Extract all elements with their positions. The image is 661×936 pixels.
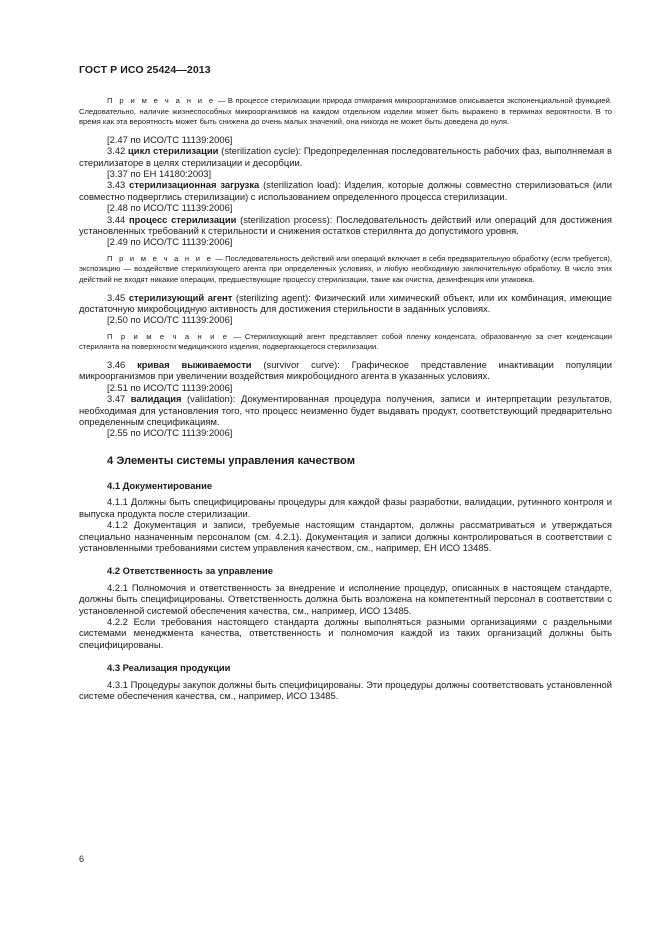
paragraph-4-3-1: 4.3.1 Процедуры закупок должны быть специфицированы. Эти процедуры должны соответствовать установленной системе обеспечения качества, см., например, ИСО 13485.: [79, 678, 612, 701]
term-name: стерилизационная загрузка: [129, 179, 260, 191]
term-3-42: [79, 145, 612, 168]
term-definition: (sterilization cycle): Предопределенная последовательность рабочих фаз, выполняемая в стерилизаторе в целях стерилизации и десорбции.: [79, 145, 612, 168]
reference: [2.51 по ИСО/ТС 11139:2006]: [107, 381, 233, 393]
term-name: процесс стерилизации: [128, 213, 237, 225]
reference: [2.49 по ИСО/ТС 11139:2006]: [107, 236, 233, 248]
term-number: 3.45: [107, 291, 129, 303]
section-4-heading: 4 Элементы системы управления качеством: [107, 454, 355, 467]
note-sterilization-process: [79, 254, 612, 286]
term-definition: (sterilization load): Изделия, которые должны совместно стерилизоваться (или совместно подверглись стерилизации) с использованием определенного процесса стерилизации.: [79, 179, 612, 202]
page-number: 6: [79, 854, 85, 864]
note-label: П р и м е ч а н и е: [107, 253, 214, 263]
term-name: валидация: [130, 393, 182, 405]
term-definition: (validation): Документированная процедура получения, записи и интерпретации результатов, необходимая для установления того, что процесс неизменно будет выдавать продукт, соответствующий предварительно определенным спецификациям.: [79, 393, 612, 428]
note-text: — Стерилизующий агент представляет собой пленку конденсата, образованную за счет конденсации стерилянта на поверхности медицинского изделия, подвергающегося стерилизации.: [79, 331, 612, 352]
term-name: стерилизующий агент: [128, 291, 233, 303]
term-3-46: [79, 359, 612, 382]
reference: [2.47 по ИСО/ТС 11139:2006]: [107, 133, 233, 145]
page-content: [79, 96, 612, 701]
section-4-2-heading: 4.2 Ответственность за управление: [107, 565, 273, 577]
term-number: 3.47: [107, 393, 131, 405]
reference: [2.55 по ИСО/ТС 11139:2006]: [107, 427, 233, 439]
note-label: П р и м е ч а н и е: [107, 331, 230, 341]
term-number: 3.42: [107, 145, 129, 157]
term-definition: (survivor curve): Графическое представление инактивации популяции микроорганизмов при увеличении воздействия микробоцидного агента в указанных условиях.: [79, 359, 612, 382]
paragraph-4-1-2: 4.1.2 Документация и записи, требуемые настоящим стандартом, должны рассматриваться и утверждаться специально назначенным персоналом (см. 4.2.1). Документация и записи должны контролироваться в соответствии с установленными требованиями систем управления качеством, см., например, ЕН ИСО 13485.: [79, 519, 612, 553]
reference: [2.50 по ИСО/ТС 11139:2006]: [107, 314, 233, 326]
paragraph-4-2-2: 4.2.2 Если требования настоящего стандарта должны выполняться разными организациями с раздельными системами менеджмента качества, ответственность и полномочия каждой из таких организаций должны быть специфицированы.: [79, 615, 612, 650]
term-3-44: [79, 214, 612, 237]
term-number: 3.46: [107, 359, 138, 371]
note-text: — В процессе стерилизации природа отмирания микроорганизмов описывается экспоненциальной функцией. Следовательно, наличие жизнеспособных микроорганизмов на каждом отдельном изделии может быть выражено в терминах вероятности. В то время как эта вероятность может быть снижена до очень малых значений, она никогда не может быть доведена до нуля.: [79, 96, 612, 127]
paragraph-4-1-1: 4.1.1 Должны быть специфицированы процедуры для каждой фазы разработки, валидации, рутинного контроля и выпуска продукта после стерилизации.: [79, 496, 612, 519]
term-number: 3.44: [107, 213, 129, 225]
term-number: 3.43: [107, 179, 130, 191]
section-4-3-heading: 4.3 Реализация продукции: [107, 662, 231, 674]
note-sterilizing-agent: [79, 332, 612, 353]
reference: [3.37 по ЕН 14180:2003]: [107, 168, 212, 179]
term-name: цикл стерилизации: [128, 145, 219, 157]
term-name: кривая выживаемости: [137, 359, 252, 371]
note-text: — Последовательность действий или операций включает в себя предварительную обработку (если требуется), экспозицию — воздействие стерилизующего агента при определенных условиях, и любую необходимую заключительную обработку. В число этих действий не входят никакие операции, предшествующие процессу стерилизации, такие как очистка, дезинфекция или упаковка.: [79, 253, 612, 285]
note-label: П р и м е ч а н и е: [107, 96, 216, 105]
term-3-47: [79, 393, 612, 427]
term-definition: (sterilizing agent): Физический или химический объект, или их комбинация, имеющие достаточную микробоцидную активность для достижения стерильности в заданных условиях.: [79, 291, 612, 315]
note-sterilization-death: [79, 96, 612, 128]
term-3-45: [79, 292, 612, 315]
section-4-1-heading: 4.1 Документирование: [107, 479, 213, 491]
page-header-title: ГОСТ Р ИСО 25424—2013: [79, 64, 211, 76]
term-definition: (sterilization process): Последовательность действий или операций для достижения установленных требований к стерильности и снижения остатков стерилянта до допустимого уровня.: [79, 213, 612, 237]
paragraph-4-2-1: 4.2.1 Полномочия и ответственность за внедрение и исполнение процедур, описанных в настоящем стандарте, должны быть специфицированы. Ответственность должна быть возложена на компетентный персонал в соответствии с установленной системой обеспечения качества, см., например, ИСО 13485.: [79, 581, 612, 616]
term-3-43: [79, 179, 612, 202]
reference: [2.48 по ИСО/ТС 11139:2006]: [107, 202, 233, 214]
